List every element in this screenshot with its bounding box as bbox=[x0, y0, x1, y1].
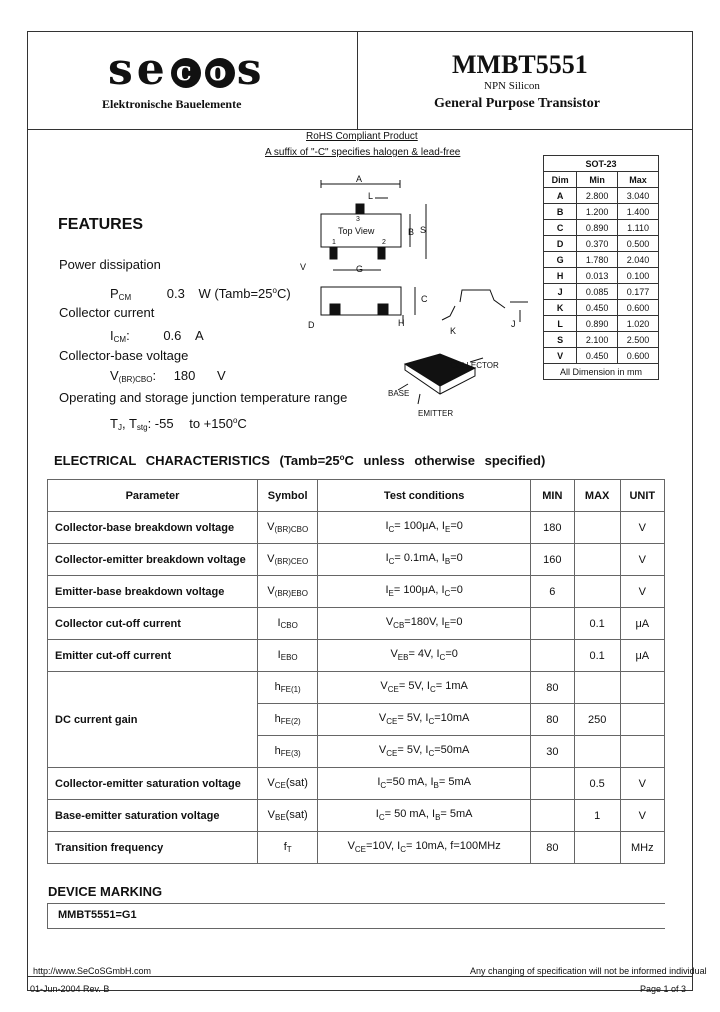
electrical-title-start: ELECTRICAL CHARACTERISTICS (Tamb=25 bbox=[54, 453, 340, 468]
sot23-col-max: Max bbox=[618, 172, 659, 188]
temp-range-row: $T_J$, $T_{stg}$: -55 to $+150^oC$ bbox=[110, 416, 247, 432]
sot23-cell-max: 1.020 bbox=[618, 316, 659, 332]
logo-s1: s bbox=[108, 44, 137, 95]
ec-cell-conditions: $V_{CB}=180V$, $I_E=0$ bbox=[318, 608, 531, 640]
symbol-sub: (BR)CEO bbox=[274, 557, 309, 566]
ec-cell-conditions: $V_{CE}= 5V$, $I_C= 1mA$ bbox=[318, 672, 531, 704]
emitter-label: EMITTER bbox=[418, 409, 454, 418]
vcbo-row bbox=[110, 368, 226, 384]
temp-end: to +150 bbox=[189, 416, 233, 431]
symbol-main: I bbox=[277, 649, 281, 661]
ec-cell-symbol bbox=[258, 512, 318, 544]
dim-label-k: K bbox=[450, 326, 457, 336]
ec-cell-symbol bbox=[258, 768, 318, 800]
tstg-subscript: stg bbox=[136, 423, 148, 432]
symbol-sub: CE bbox=[274, 781, 286, 790]
ec-cell-unit: V bbox=[620, 576, 664, 608]
pcm-unit: W (Tamb=25 bbox=[198, 286, 273, 301]
ec-header-max: MAX bbox=[574, 480, 620, 512]
sot23-row bbox=[544, 316, 659, 332]
table-row bbox=[48, 544, 665, 576]
tj-subscript: J bbox=[117, 423, 122, 432]
ec-cell-max: 250 bbox=[574, 704, 620, 736]
table-row bbox=[48, 768, 665, 800]
electrical-title-end: C unless otherwise specified) bbox=[344, 453, 546, 468]
table-row bbox=[48, 576, 665, 608]
ec-cell-min: 80 bbox=[531, 832, 575, 864]
ec-cell-symbol bbox=[258, 576, 318, 608]
sot23-cell-dim: K bbox=[544, 300, 577, 316]
pcm-row: $P_{CM}$ 0.3 W $(Tamb=25^oC)$ bbox=[110, 286, 291, 302]
icm-unit: A bbox=[195, 328, 204, 343]
pcm-unit-end: C) bbox=[276, 286, 291, 301]
ec-cell-symbol bbox=[258, 736, 318, 768]
ec-cell-parameter: DC current gain bbox=[48, 672, 258, 768]
ec-cell-max bbox=[574, 576, 620, 608]
ec-header-parameter: Parameter bbox=[48, 480, 258, 512]
symbol-main: V bbox=[267, 521, 275, 533]
sot23-cell-min: 0.450 bbox=[577, 300, 618, 316]
ec-cell-parameter: Collector-base breakdown voltage bbox=[48, 512, 258, 544]
sot23-footer: All Dimension in mm bbox=[544, 364, 659, 380]
symbol-main: V bbox=[267, 553, 275, 565]
power-dissipation-label: Power dissipation bbox=[59, 257, 161, 272]
sot23-row bbox=[544, 220, 659, 236]
ec-cell-min bbox=[531, 608, 575, 640]
ec-cell-unit bbox=[620, 672, 664, 704]
sot23-row bbox=[544, 204, 659, 220]
pcm-symbol: P bbox=[110, 286, 119, 301]
footer-disclaimer: Any changing of specification will not be informed individual bbox=[470, 966, 707, 976]
suffix-note: A suffix of "-C" specifies halogen & lead-free bbox=[265, 147, 461, 158]
symbol-end: (sat) bbox=[285, 777, 308, 789]
ec-cell-conditions: $I_C=50$ mA, $I_B= 5mA$ bbox=[318, 768, 531, 800]
ec-header-unit: UNIT bbox=[620, 480, 664, 512]
ec-header-conditions: Test conditions bbox=[318, 480, 531, 512]
symbol-main: V bbox=[267, 809, 275, 821]
table-row bbox=[48, 800, 665, 832]
symbol-sub: (BR)CBO bbox=[274, 525, 309, 534]
vcbo-unit: V bbox=[217, 368, 226, 383]
ec-cell-unit: V bbox=[620, 512, 664, 544]
symbol-sub: FE(3) bbox=[280, 749, 301, 758]
sot23-cell-max: 0.100 bbox=[618, 268, 659, 284]
ec-cell-min: 6 bbox=[531, 576, 575, 608]
symbol-sub: EBO bbox=[280, 653, 298, 662]
logo-o: o bbox=[205, 58, 235, 88]
sot23-cell-min: 2.100 bbox=[577, 332, 618, 348]
ec-cell-unit: V bbox=[620, 800, 664, 832]
ec-cell-parameter: Transition frequency bbox=[48, 832, 258, 864]
ec-cell-unit: MHz bbox=[620, 832, 664, 864]
ec-cell-symbol bbox=[258, 640, 318, 672]
ec-cell-unit: V bbox=[620, 544, 664, 576]
sot23-cell-max: 3.040 bbox=[618, 188, 659, 204]
pin-3-label: 3 bbox=[356, 216, 360, 223]
sot23-col-min: Min bbox=[577, 172, 618, 188]
sot23-cell-min: 0.890 bbox=[577, 220, 618, 236]
sot23-cell-dim: L bbox=[544, 316, 577, 332]
part-description: General Purpose Transistor bbox=[434, 96, 600, 111]
ec-cell-parameter: Collector-emitter breakdown voltage bbox=[48, 544, 258, 576]
table-row bbox=[48, 640, 665, 672]
table-row bbox=[48, 512, 665, 544]
sot23-title: SOT-23 bbox=[544, 156, 659, 172]
symbol-sub: FE(1) bbox=[280, 685, 301, 694]
ec-cell-conditions: $I_C= 50$ mA, $I_B= 5mA$ bbox=[318, 800, 531, 832]
symbol-main: f bbox=[283, 841, 287, 853]
pin-1-label: 1 bbox=[332, 239, 336, 246]
symbol-main: h bbox=[274, 745, 281, 757]
sot23-cell-max: 0.600 bbox=[618, 300, 659, 316]
sot23-cell-max: 1.400 bbox=[618, 204, 659, 220]
dim-label-c: C bbox=[421, 294, 428, 304]
ec-cell-unit: V bbox=[620, 768, 664, 800]
sot23-cell-min: 1.780 bbox=[577, 252, 618, 268]
symbol-sub: T bbox=[286, 845, 292, 854]
ec-cell-unit: μA bbox=[620, 640, 664, 672]
device-marking-value: MMBT5551=G1 bbox=[58, 909, 137, 921]
ec-cell-symbol bbox=[258, 608, 318, 640]
sot23-row bbox=[544, 188, 659, 204]
symbol-sub: FE(2) bbox=[280, 717, 301, 726]
ec-cell-conditions: $I_C= 100\mu A$, $I_E=0$ bbox=[318, 512, 531, 544]
icm-subscript: CM bbox=[113, 335, 127, 344]
footer-divider bbox=[27, 976, 693, 977]
ec-cell-max bbox=[574, 736, 620, 768]
ec-cell-min bbox=[531, 800, 575, 832]
dim-label-v: V bbox=[300, 262, 307, 272]
ec-cell-parameter: Collector cut-off current bbox=[48, 608, 258, 640]
footer-url[interactable]: http://www.SeCoSGmbH.com bbox=[33, 966, 152, 976]
vcbo-value: 180 bbox=[173, 368, 196, 383]
symbol-main: V bbox=[267, 777, 275, 789]
dim-label-l: L bbox=[368, 191, 374, 201]
ec-cell-parameter: Emitter cut-off current bbox=[48, 640, 258, 672]
sot23-cell-min: 0.013 bbox=[577, 268, 618, 284]
dim-label-b: B bbox=[408, 227, 415, 237]
vcbo-sep: : bbox=[152, 368, 157, 383]
sot23-cell-dim: H bbox=[544, 268, 577, 284]
sot23-row bbox=[544, 252, 659, 268]
table-row bbox=[48, 832, 665, 864]
pcm-value: 0.3 bbox=[166, 286, 185, 301]
vcbo-symbol: V bbox=[110, 368, 119, 383]
icm-symbol: I bbox=[110, 328, 114, 343]
sot23-cell-min: 0.085 bbox=[577, 284, 618, 300]
ec-cell-min bbox=[531, 640, 575, 672]
ec-cell-min: 30 bbox=[531, 736, 575, 768]
icm-value: 0.6 bbox=[163, 328, 182, 343]
ec-cell-max bbox=[574, 832, 620, 864]
table-row bbox=[48, 672, 665, 704]
ec-cell-conditions: $V_{EB}= 4V$, $I_C=0$ bbox=[318, 640, 531, 672]
dim-label-h: H bbox=[398, 318, 405, 328]
sot23-row bbox=[544, 284, 659, 300]
ec-cell-conditions: $I_C= 0.1mA$, $I_B=0$ bbox=[318, 544, 531, 576]
ec-cell-max bbox=[574, 672, 620, 704]
symbol-main: V bbox=[267, 585, 275, 597]
pin-2-label: 2 bbox=[382, 239, 386, 246]
sot23-cell-dim: J bbox=[544, 284, 577, 300]
collector-current-label: Collector current bbox=[59, 305, 155, 320]
electrical-title: ELECTRICAL CHARACTERISTICS ($Tamb=25^oC$ unless otherwise specified) bbox=[54, 453, 546, 468]
vcbo-subscript: (BR)CBO bbox=[118, 375, 153, 384]
temp-start: : -55 bbox=[147, 416, 174, 431]
ec-cell-max: 0.1 bbox=[574, 640, 620, 672]
temp-unit: C bbox=[237, 416, 247, 431]
sot23-cell-min: 0.370 bbox=[577, 236, 618, 252]
sot23-cell-dim: G bbox=[544, 252, 577, 268]
package-diagram bbox=[290, 172, 540, 422]
ec-cell-min bbox=[531, 768, 575, 800]
ec-cell-min: 80 bbox=[531, 704, 575, 736]
icm-sep: : bbox=[126, 328, 130, 343]
symbol-end: (sat) bbox=[285, 809, 308, 821]
sot23-dimension-table bbox=[543, 155, 659, 380]
logo-s2: s bbox=[236, 44, 266, 95]
device-marking-title: DEVICE MARKING bbox=[48, 884, 163, 899]
ec-cell-conditions: $I_E= 100\mu A$, $I_C=0$ bbox=[318, 576, 531, 608]
temp-range-label: Operating and storage junction temperature range bbox=[59, 390, 348, 405]
sot23-cell-min: 1.200 bbox=[577, 204, 618, 220]
collector-label: COLLECTOR bbox=[450, 361, 499, 370]
sot23-cell-max: 2.040 bbox=[618, 252, 659, 268]
sot23-cell-min: 2.800 bbox=[577, 188, 618, 204]
ec-cell-symbol bbox=[258, 672, 318, 704]
ec-cell-symbol bbox=[258, 800, 318, 832]
sot23-cell-min: 0.450 bbox=[577, 348, 618, 364]
symbol-sub: BE bbox=[275, 813, 286, 822]
sot23-row bbox=[544, 332, 659, 348]
ec-cell-symbol bbox=[258, 544, 318, 576]
sot23-row bbox=[544, 268, 659, 284]
sot23-cell-dim: V bbox=[544, 348, 577, 364]
symbol-main: h bbox=[274, 681, 281, 693]
logo-e: e bbox=[136, 44, 169, 95]
sot23-row bbox=[544, 348, 659, 364]
ec-cell-parameter: Collector-emitter saturation voltage bbox=[48, 768, 258, 800]
sot23-cell-max: 0.500 bbox=[618, 236, 659, 252]
symbol-sub: (BR)EBO bbox=[274, 589, 308, 598]
transistor-type: NPN Silicon bbox=[484, 80, 540, 92]
brand-subtitle: Elektronische Bauelemente bbox=[102, 97, 242, 111]
ec-cell-min: 80 bbox=[531, 672, 575, 704]
pcm-subscript: CM bbox=[118, 293, 132, 302]
device-marking-box bbox=[47, 903, 665, 929]
symbol-main: I bbox=[277, 617, 281, 629]
top-view-label: Top View bbox=[338, 226, 375, 236]
features-title: FEATURES bbox=[58, 216, 144, 233]
electrical-characteristics-table bbox=[47, 479, 665, 864]
base-label: BASE bbox=[388, 389, 410, 398]
ec-cell-symbol bbox=[258, 832, 318, 864]
header-divider bbox=[27, 129, 693, 130]
sot23-cell-min: 0.890 bbox=[577, 316, 618, 332]
dim-label-j: J bbox=[511, 319, 516, 329]
ec-cell-max bbox=[574, 512, 620, 544]
ec-cell-max: 1 bbox=[574, 800, 620, 832]
ec-cell-max bbox=[574, 544, 620, 576]
sot23-cell-max: 2.500 bbox=[618, 332, 659, 348]
sot23-row bbox=[544, 236, 659, 252]
ec-cell-conditions: $V_{CE}= 5V$, $I_C=10mA$ bbox=[318, 704, 531, 736]
footer-date-rev: 01-Jun-2004 Rev. B bbox=[30, 984, 110, 994]
sot23-cell-dim: C bbox=[544, 220, 577, 236]
logo-c: c bbox=[171, 58, 201, 88]
rohs-note: RoHS Compliant Product bbox=[306, 131, 418, 142]
dim-label-g: G bbox=[356, 264, 364, 274]
sot23-cell-dim: B bbox=[544, 204, 577, 220]
ec-cell-conditions: $V_{CE}= 5V$, $I_C=50mA$ bbox=[318, 736, 531, 768]
footer-page: Page 1 of 3 bbox=[640, 984, 687, 994]
dim-label-a: A bbox=[356, 174, 363, 184]
tstg-text: , T bbox=[121, 416, 137, 431]
ec-cell-unit bbox=[620, 704, 664, 736]
sot23-row bbox=[544, 300, 659, 316]
sot23-cell-max: 1.110 bbox=[618, 220, 659, 236]
ec-cell-max: 0.1 bbox=[574, 608, 620, 640]
cb-voltage-label: Collector-base voltage bbox=[59, 348, 189, 363]
sot23-cell-dim: A bbox=[544, 188, 577, 204]
ec-cell-conditions: $V_{CE}=10V$, $I_C= 10mA$, f=100MHz bbox=[318, 832, 531, 864]
ec-cell-min: 160 bbox=[531, 544, 575, 576]
secos-logo bbox=[108, 44, 266, 95]
sot23-cell-max: 0.177 bbox=[618, 284, 659, 300]
ec-header-symbol: Symbol bbox=[258, 480, 318, 512]
ec-cell-min: 180 bbox=[531, 512, 575, 544]
ec-header-min: MIN bbox=[531, 480, 575, 512]
dim-label-s: S bbox=[420, 225, 427, 235]
dim-label-d: D bbox=[308, 320, 315, 330]
ec-cell-max: 0.5 bbox=[574, 768, 620, 800]
ec-cell-unit: μA bbox=[620, 608, 664, 640]
ec-cell-parameter: Emitter-base breakdown voltage bbox=[48, 576, 258, 608]
table-row bbox=[48, 608, 665, 640]
sot23-col-dim: Dim bbox=[544, 172, 577, 188]
sot23-cell-dim: D bbox=[544, 236, 577, 252]
ec-cell-symbol bbox=[258, 704, 318, 736]
ec-cell-parameter: Base-emitter saturation voltage bbox=[48, 800, 258, 832]
sot23-cell-max: 0.600 bbox=[618, 348, 659, 364]
icm-row bbox=[110, 328, 204, 344]
symbol-main: h bbox=[274, 713, 281, 725]
sot23-cell-dim: S bbox=[544, 332, 577, 348]
part-number: MMBT5551 bbox=[452, 50, 588, 79]
header-vertical-divider bbox=[357, 31, 358, 129]
tj-text: T bbox=[110, 416, 118, 431]
ec-cell-unit bbox=[620, 736, 664, 768]
symbol-sub: CBO bbox=[280, 621, 298, 630]
